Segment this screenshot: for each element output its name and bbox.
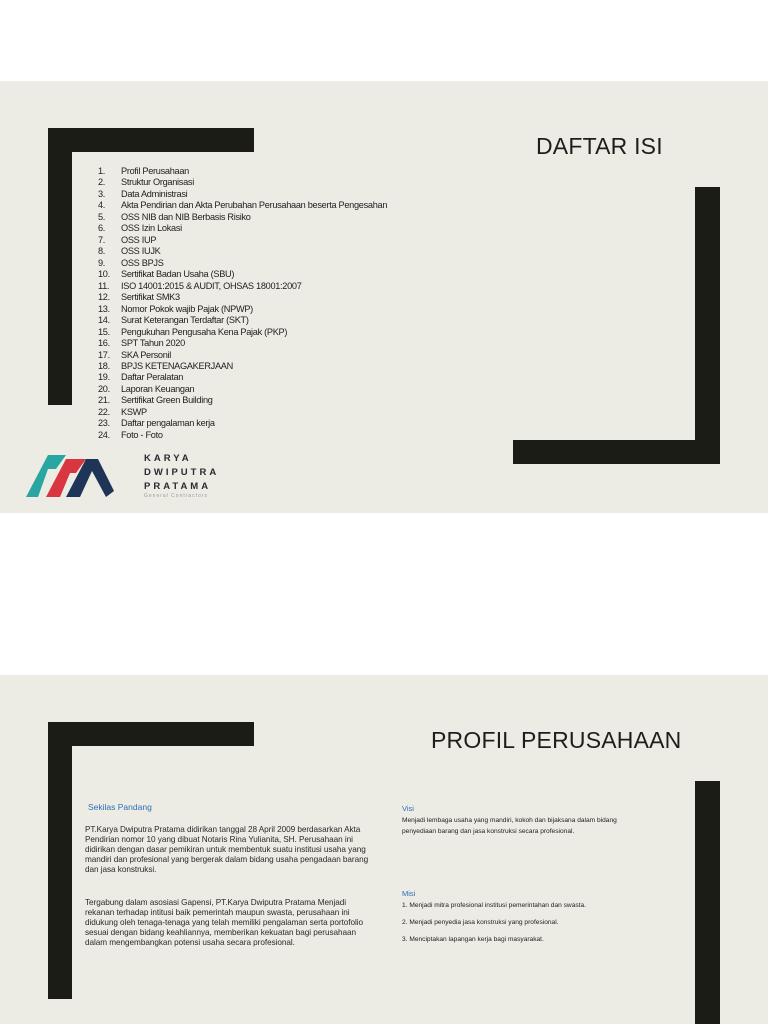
list-item-label: Struktur Organisasi xyxy=(121,177,194,188)
misi-item-3: 3. Menciptakan lapangan kerja bagi masyarakat. xyxy=(402,936,544,943)
list-item xyxy=(98,292,387,303)
list-item xyxy=(98,372,387,383)
list-item xyxy=(98,269,387,280)
list-item-label: Akta Pendirian dan Akta Perubahan Perusahaan beserta Pengesahan xyxy=(121,200,388,211)
list-item xyxy=(98,361,387,372)
logo-subtitle: General Contractors xyxy=(144,493,209,499)
logo-line-1: KARYA xyxy=(144,453,192,464)
list-item xyxy=(98,200,387,211)
logo-line-3: PRATAMA xyxy=(144,481,212,492)
slide-profil-perusahaan xyxy=(0,675,768,1024)
list-item-number: 17. xyxy=(98,349,110,360)
list-item xyxy=(98,350,387,361)
misi-item-2: 2. Menjadi penyedia jasa konstruksi yang profesional. xyxy=(402,919,559,926)
list-item-label: Profil Perusahaan xyxy=(121,166,189,176)
list-item-number: 5. xyxy=(98,211,106,222)
sekilas-paragraph-1: PT.Karya Dwiputra Pratama didirikan tanggal 28 April 2009 berdasarkan Akta Pendirian nomor 10 yang dibuat Notaris Rina Yulianita, SH. Perusahaan ini didirikan dengan dasar pemikiran untuk membentuk suatu institusi usaha yang mandiri dan profesional yang bergerak dalam bidang usaha pengadaan barang dan jasa konstruksi. xyxy=(85,825,369,874)
list-item xyxy=(98,407,387,418)
list-item-number: 18. xyxy=(98,360,110,371)
list-item-label: SKA Personil xyxy=(121,349,172,360)
list-item-number: 11. xyxy=(98,280,110,291)
list-item-number: 15. xyxy=(98,326,110,337)
list-item xyxy=(98,327,387,338)
corner-bar-bottom xyxy=(513,440,720,464)
list-item-number: 14. xyxy=(98,315,110,326)
slide-daftar-isi xyxy=(0,81,768,513)
visi-line-1: Menjadi lembaga usaha yang mandiri, kokoh dan bijaksana dalam bidang xyxy=(402,817,617,824)
list-item-label: OSS BPJS xyxy=(121,257,164,268)
corner-bar-right xyxy=(695,187,720,464)
list-item-number: 21. xyxy=(98,395,110,406)
list-item-number: 9. xyxy=(98,257,106,268)
list-item-number: 10. xyxy=(98,269,110,280)
list-item-number: 22. xyxy=(98,406,110,417)
list-item-number: 24. xyxy=(98,429,110,440)
list-item-label: Data Administrasi xyxy=(121,188,188,199)
sekilas-heading: Sekilas Pandang xyxy=(88,802,152,812)
list-item-number: 4. xyxy=(98,200,106,211)
list-item-number: 12. xyxy=(98,292,110,303)
corner-bar-top xyxy=(48,722,254,746)
list-item-label: KSWP xyxy=(121,406,147,417)
list-item-label: Daftar pengalaman kerja xyxy=(121,418,215,429)
list-item-label: Sertifikat SMK3 xyxy=(121,292,180,303)
corner-bar-left xyxy=(48,128,72,405)
company-logo xyxy=(26,443,220,503)
list-item-number: 1. xyxy=(98,166,106,176)
list-item xyxy=(98,304,387,315)
list-item xyxy=(98,166,387,177)
list-item xyxy=(98,235,387,246)
list-item xyxy=(98,258,387,269)
list-item-label: SPT Tahun 2020 xyxy=(121,338,185,349)
list-item xyxy=(98,223,387,234)
list-item-label: OSS Izin Lokasi xyxy=(121,223,182,234)
list-item-label: Daftar Peralatan xyxy=(121,372,184,383)
list-item-label: Nomor Pokok wajib Pajak (NPWP) xyxy=(121,303,253,314)
logo-mark-icon xyxy=(26,449,126,501)
corner-bar-right xyxy=(695,781,720,1024)
table-of-contents xyxy=(98,166,387,441)
list-item-number: 3. xyxy=(98,188,106,199)
list-item xyxy=(98,338,387,349)
list-item-label: Surat Keterangan Terdaftar (SKT) xyxy=(121,315,249,326)
page-title: PROFIL PERUSAHAAN xyxy=(431,727,682,753)
list-item xyxy=(98,384,387,395)
corner-bar-top xyxy=(48,128,254,152)
misi-heading: Misi xyxy=(402,889,416,898)
list-item-label: Pengukuhan Pengusaha Kena Pajak (PKP) xyxy=(121,326,288,337)
list-item-number: 13. xyxy=(98,303,110,314)
list-item-number: 23. xyxy=(98,418,110,429)
list-item xyxy=(98,315,387,326)
page-title: DAFTAR ISI xyxy=(536,133,663,159)
list-item xyxy=(98,418,387,429)
sekilas-paragraph-2: Tergabung dalam asosiasi Gapensi, PT.Karya Dwiputra Pratama Menjadi rekanan terhadap intitusi baik pemerintah maupun swasta, perusahaan ini didukung oleh tenaga-tenaga yang telah memiliki pengalaman serta portofolio sesuai dengan bidang keahliannya, memberikan kekuatan bagi perusahaan dalam mengembangkan potensi usaha secara profesional. xyxy=(85,898,363,947)
list-item xyxy=(98,281,387,292)
list-item-number: 6. xyxy=(98,223,106,234)
list-item-number: 20. xyxy=(98,383,110,394)
list-item xyxy=(98,212,387,223)
list-item xyxy=(98,177,387,188)
visi-heading: Visi xyxy=(402,804,414,813)
list-item-label: OSS IUJK xyxy=(121,246,161,257)
list-item-label: Sertifikat Badan Usaha (SBU) xyxy=(121,269,235,280)
list-item-label: OSS NIB dan NIB Berbasis Risiko xyxy=(121,211,251,222)
list-item-label: Sertifikat Green Building xyxy=(121,395,213,406)
list-item-number: 2. xyxy=(98,177,106,188)
list-item-number: 7. xyxy=(98,234,106,245)
list-item-number: 19. xyxy=(98,372,110,383)
list-item-label: Foto - Foto xyxy=(121,429,163,440)
corner-bar-left xyxy=(48,722,72,999)
list-item-label: ISO 14001:2015 & AUDIT, OHSAS 18001:2007 xyxy=(121,280,302,291)
logo-line-2: DWIPUTRA xyxy=(144,467,220,478)
list-item-label: BPJS KETENAGAKERJAAN xyxy=(121,360,233,371)
list-item xyxy=(98,189,387,200)
list-item-number: 16. xyxy=(98,338,110,349)
list-item xyxy=(98,395,387,406)
misi-item-1: 1. Menjadi mitra profesional institusi pemerintahan dan swasta. xyxy=(402,902,586,909)
visi-line-2: penyediaan barang dan jasa konstruksi secara profesional. xyxy=(402,828,575,835)
list-item-label: Laporan Keuangan xyxy=(121,383,195,394)
list-item-number: 8. xyxy=(98,246,106,257)
list-item xyxy=(98,430,387,441)
list-item-label: OSS IUP xyxy=(121,234,157,245)
list-item xyxy=(98,246,387,257)
